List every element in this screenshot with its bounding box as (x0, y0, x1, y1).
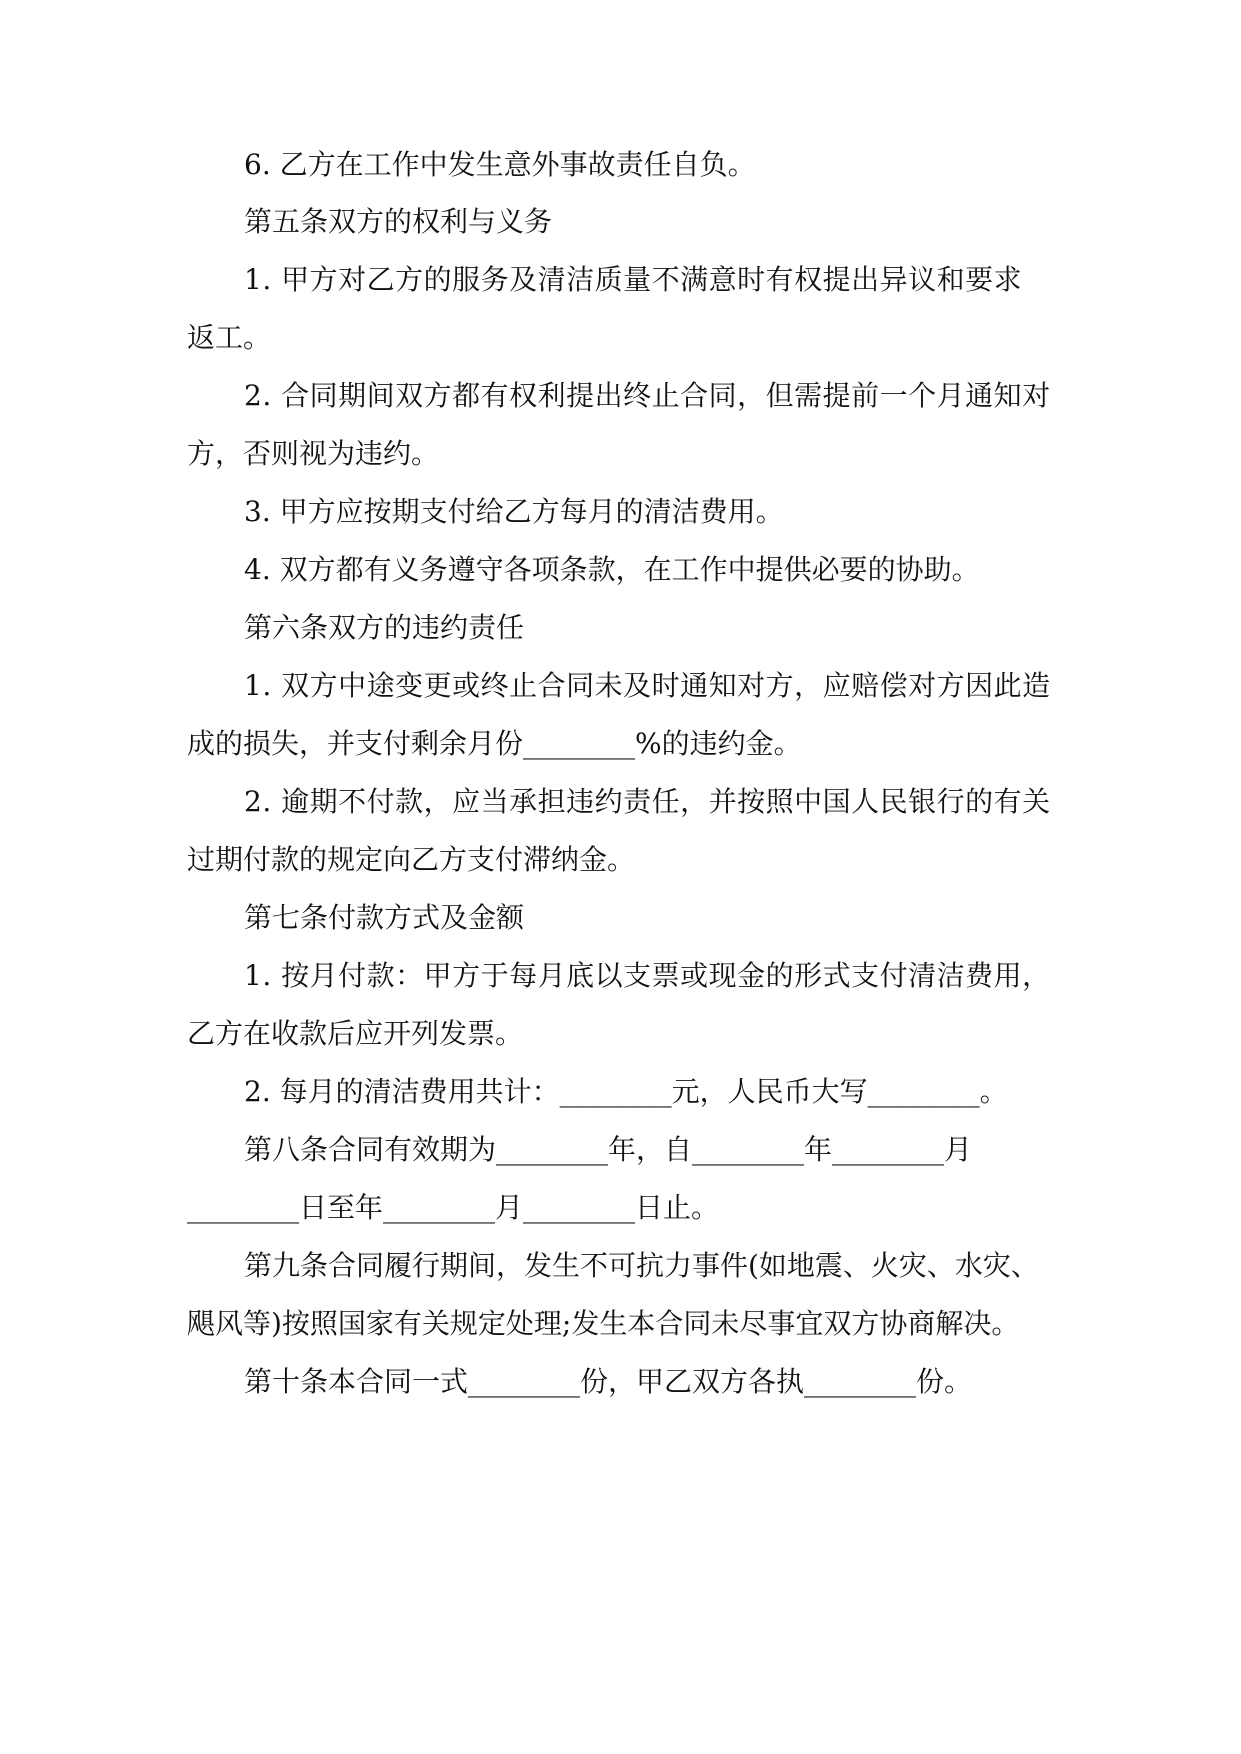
article-5-item-1-line-1: 1. 甲方对乙方的服务及清洁质量不满意时有权提出异议和要求 (244, 263, 1023, 296)
article-6-item-2-line-1: 2. 逾期不付款，应当承担违约责任，并按照中国人民银行的有关 (244, 785, 1051, 818)
article-6-item-2-line-2: 过期付款的规定向乙方支付滞纳金。 (187, 843, 636, 876)
article-10: 第十条本合同一式________份，甲乙双方各执________份。 (244, 1365, 973, 1398)
article-7-item-1-line-1: 1. 按月付款：甲方于每月底以支票或现金的形式支付清洁费用， (244, 959, 1051, 992)
article-8-line-2: ________日至年________月________日止。 (187, 1191, 720, 1224)
article-5-item-4: 4. 双方都有义务遵守各项条款，在工作中提供必要的协助。 (244, 553, 980, 586)
article-7-item-2: 2. 每月的清洁费用共计：________元，人民币大写________。 (244, 1075, 1008, 1108)
article-5-heading: 第五条双方的权利与义务 (244, 205, 553, 238)
article-7-heading: 第七条付款方式及金额 (244, 901, 525, 934)
article-5-item-3: 3. 甲方应按期支付给乙方每月的清洁费用。 (244, 495, 784, 528)
article-9-line-1: 第九条合同履行期间，发生不可抗力事件(如地震、火灾、水灾、 (244, 1249, 1039, 1282)
article-8-line-1: 第八条合同有效期为________年，自________年________月 (244, 1133, 973, 1166)
article-9-line-2: 飓风等)按照国家有关规定处理;发生本合同未尽事宜双方协商解决。 (187, 1307, 1020, 1340)
article-5-item-2-line-2: 方，否则视为违约。 (187, 437, 440, 470)
article-6-item-1-line-2: 成的损失，并支付剩余月份________%的违约金。 (187, 727, 802, 760)
article-6-heading: 第六条双方的违约责任 (244, 611, 525, 644)
article-7-item-1-line-2: 乙方在收款后应开列发票。 (187, 1017, 524, 1050)
article-6-item-1-line-1: 1. 双方中途变更或终止合同未及时通知对方，应赔偿对方因此造 (244, 669, 1051, 702)
article-5-item-2-line-1: 2. 合同期间双方都有权利提出终止合同，但需提前一个月通知对 (244, 379, 1051, 412)
article-5-item-1-line-2: 返工。 (187, 321, 272, 354)
clause-4-item-6: 6. 乙方在工作中发生意外事故责任自负。 (244, 148, 756, 181)
